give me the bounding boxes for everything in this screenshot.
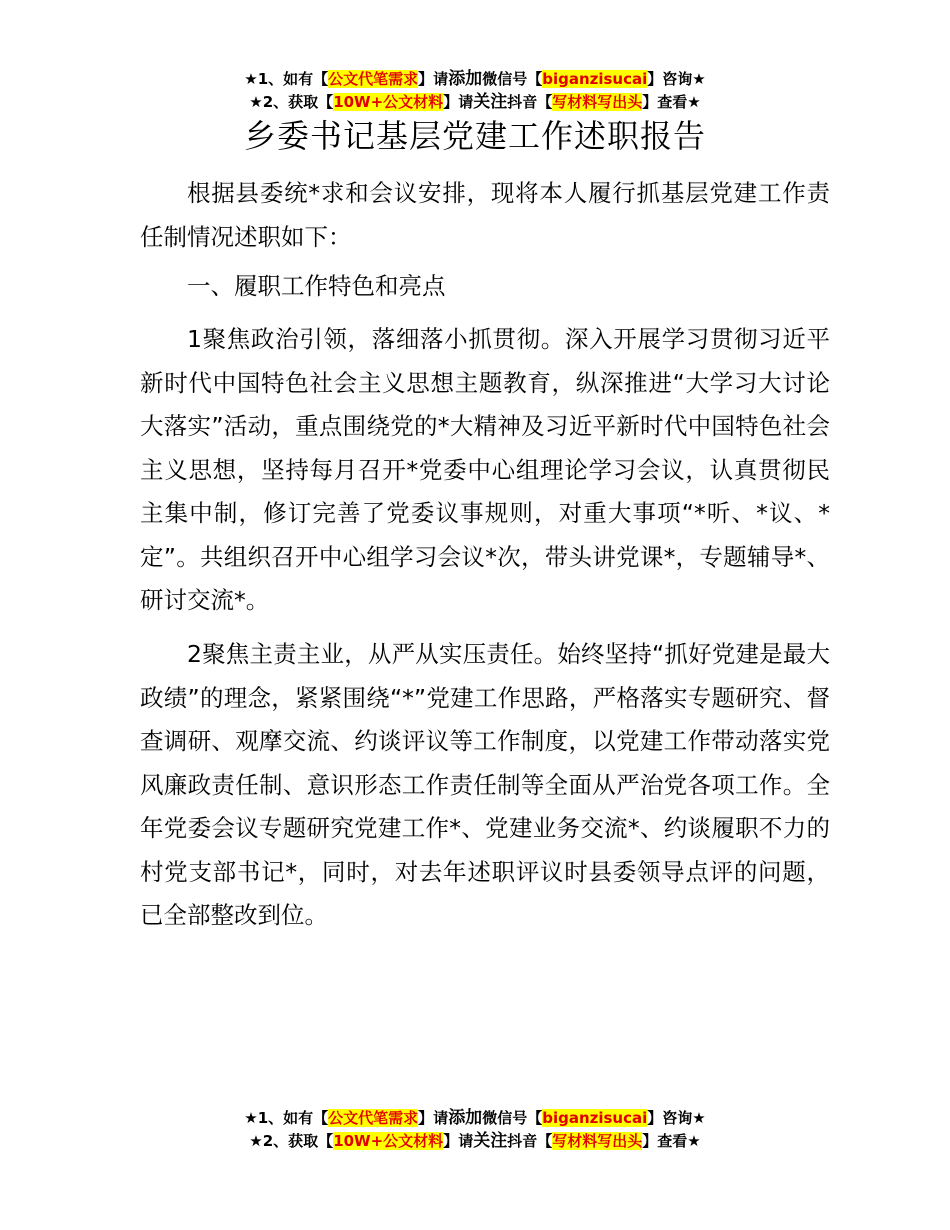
promo-text: 】请 [418, 1109, 449, 1127]
promo-line-1 [0, 1107, 950, 1130]
section-heading [140, 265, 830, 309]
paragraph-text: 2聚焦主责主业，从严从实压责任。始终坚持“抓好党建是最大政绩”的理念，紧紧围绕“*”党建工作思路，严格落实专题研究、督查调研、观摩交流、约谈评议等工作制度，以党建工作带动落实党风廉政责任制、意识形态工作责任制等全面从严治党各项工作。全年党委会议专题研究党建工作*、党建业务交流*、约谈履职不力的村党支部书记*，同时，对去年述职评议时县委领导点评的问题，已全部整改到位。 [140, 640, 830, 929]
promo-text: 抖音【 [507, 93, 553, 111]
promo-text: 】查看★ [642, 93, 701, 111]
promo-text: 】请 [443, 93, 474, 111]
promo-highlight: biganzisucai [542, 70, 648, 88]
promo-text: ★2、获取【 [249, 1132, 334, 1150]
bottom-promo-banner [0, 1107, 950, 1153]
promo-text: ★1、如有【 [244, 70, 329, 88]
promo-text: 】请 [443, 1132, 474, 1150]
promo-emphasis: 关注 [473, 1131, 508, 1151]
promo-text: ★1、如有【 [244, 1109, 329, 1127]
promo-text: 微信号【 [482, 1109, 543, 1127]
top-promo-banner [0, 68, 950, 114]
intro-paragraph [140, 172, 830, 259]
promo-highlight: 写材料写出头 [552, 1132, 643, 1150]
promo-text: ★2、获取【 [249, 93, 334, 111]
promo-text: 】咨询★ [647, 1109, 706, 1127]
promo-line-2 [0, 1130, 950, 1153]
promo-emphasis: 添加 [448, 69, 483, 89]
promo-text: 】查看★ [642, 1132, 701, 1150]
paragraph-1 [140, 318, 830, 623]
paragraph-text: 1聚焦政治引领，落细落小抓贯彻。深入开展学习贯彻习近平新时代中国特色社会主义思想主题教育，纵深推进“大学习大讨论大落实”活动，重点围绕党的*大精神及习近平新时代中国特色社会主义思想，坚持每月召开*党委中心组理论学习会议，认真贯彻民主集中制，修订完善了党委议事规则，对重大事项“*听、*议、*定”。共组织召开中心组学习会议*次，带头讲党课*，专题辅导*、研讨交流*。 [140, 325, 830, 614]
promo-highlight: biganzisucai [542, 1109, 648, 1127]
paragraph-text: 根据县委统*求和会议安排，现将本人履行抓基层党建工作责任制情况述职如下： [140, 179, 830, 251]
promo-emphasis: 添加 [448, 1108, 483, 1128]
promo-highlight: 公文代笔需求 [328, 70, 419, 88]
promo-text: 微信号【 [482, 70, 543, 88]
promo-emphasis: 关注 [473, 92, 508, 112]
promo-text: 抖音【 [507, 1132, 553, 1150]
heading-text: 一、履职工作特色和亮点 [187, 272, 446, 300]
promo-highlight: 写材料写出头 [552, 93, 643, 111]
promo-highlight: 10W+公文材料 [333, 1132, 444, 1150]
promo-highlight: 公文代笔需求 [328, 1109, 419, 1127]
paragraph-2 [140, 633, 830, 938]
document-title: 乡委书记基层党建工作述职报告 [243, 117, 706, 155]
promo-text: 】请 [418, 70, 449, 88]
promo-highlight: 10W+公文材料 [333, 93, 444, 111]
promo-line-1 [0, 68, 950, 91]
promo-text: 】咨询★ [647, 70, 706, 88]
promo-line-2 [0, 91, 950, 114]
